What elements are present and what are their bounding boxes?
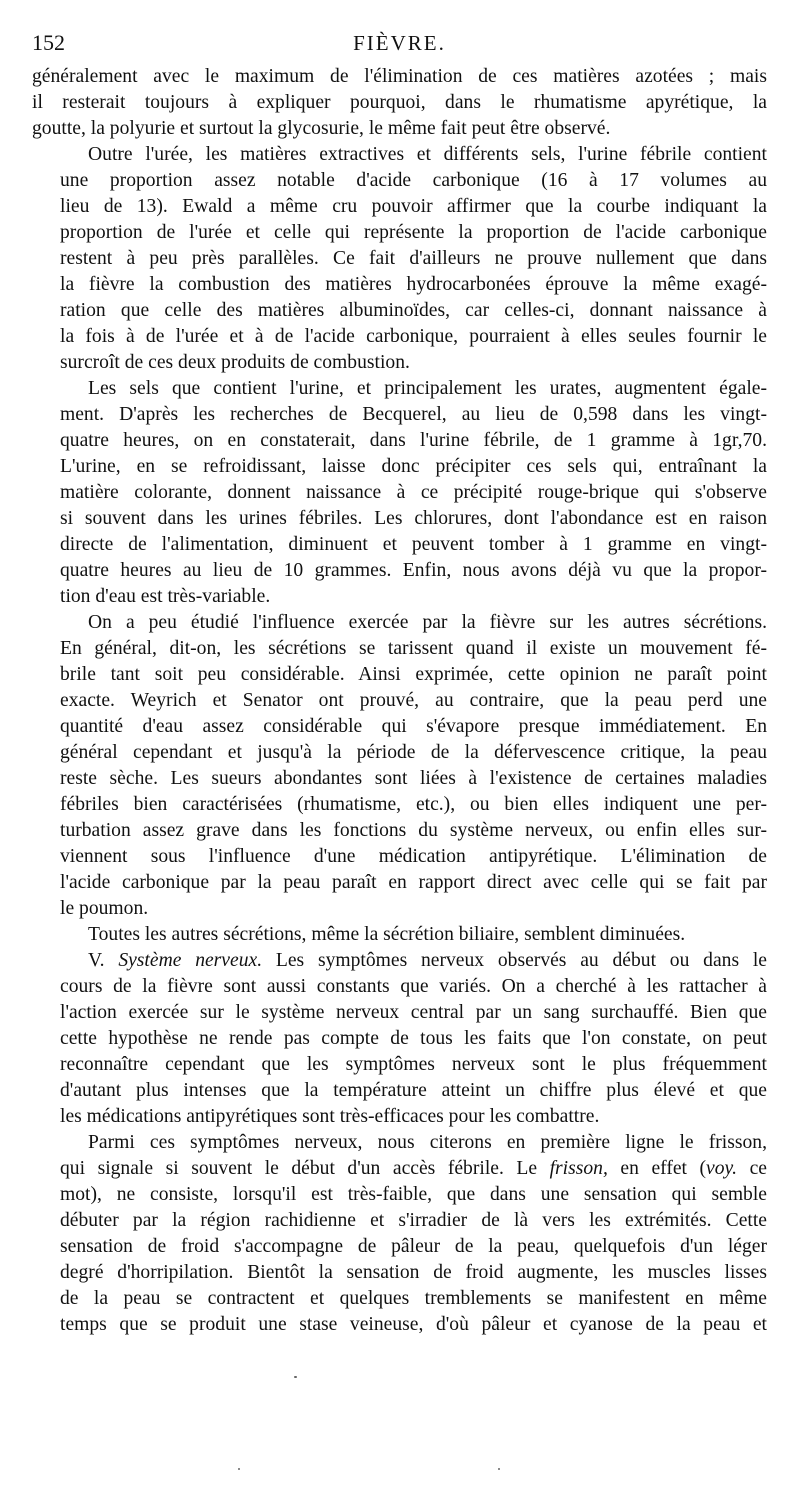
- text-line: cette hypothèse ne rende pas compte de tous les faits que l'on constate, on peut: [60, 1028, 767, 1049]
- text-line: reste sèche. Les sueurs abondantes sont liées à l'existence de certaines maladies: [60, 768, 767, 789]
- text-line: L'urine, en se refroidissant, laisse donc précipiter ces sels qui, entraînant la: [60, 456, 767, 477]
- text-line: débuter par la région rachidienne et s'irradier de là vers les extrémités. Cette: [60, 1210, 767, 1231]
- text-line: généralement avec le maximum de l'élimination de ces matières azotées ; mais: [32, 66, 767, 87]
- text-line: [32, 1156, 767, 1182]
- text-line: Parmi ces symptômes nerveux, nous citerons en première ligne le frisson,: [88, 1132, 767, 1153]
- text-line: degré d'horripilation. Bientôt la sensation de froid augmente, les muscles lisses: [60, 1262, 767, 1283]
- text-line: goutte, la polyurie et surtout la glycosurie, le même fait peut être observé.: [32, 118, 611, 139]
- text-line: si souvent dans les urines fébriles. Les chlorures, dont l'abondance est en raison: [60, 508, 767, 529]
- paragraph-4: [32, 610, 767, 922]
- scan-speck: [294, 1376, 297, 1378]
- text-line: la fièvre la combustion des matières hydrocarbonées éprouve la même exagé-: [60, 274, 767, 295]
- scan-speck: [238, 1468, 240, 1470]
- text-line: quatre heures au lieu de 10 grammes. Enfin, nous avons déjà vu que la propor-: [60, 560, 767, 581]
- scan-speck: [498, 1468, 500, 1470]
- running-head: FIÈVRE.: [353, 31, 446, 55]
- text-line: ment. D'après les recherches de Becquerel, au lieu de 0,598 dans les vingt-: [60, 404, 767, 425]
- italic-term: voy.: [706, 1158, 738, 1179]
- text-line: Toutes les autres sécrétions, même la sécrétion biliaire, semblent diminuées.: [88, 924, 686, 945]
- text-line: le poumon.: [60, 898, 149, 919]
- body-text: [32, 64, 767, 1338]
- text-line: En général, dit-on, les sécrétions se tarissent quand il existe un mouvement fé-: [60, 638, 767, 659]
- text-line: sensation de froid s'accompagne de pâleur de la peau, quelquefois d'un léger: [60, 1236, 767, 1257]
- text-line: [32, 948, 767, 974]
- text-line: lieu de 13). Ewald a même cru pouvoir affirmer que la courbe indiquant la: [60, 196, 767, 217]
- page-number: 152: [32, 30, 65, 55]
- text-line: de la peau se contractent et quelques tremblements se manifestent en même: [60, 1288, 767, 1309]
- text-run: qui signale si souvent le début d'un accès fébrile. Le: [60, 1158, 538, 1179]
- section-title: Système nerveux.: [118, 950, 263, 971]
- text-line: tion d'eau est très-variable.: [60, 586, 271, 607]
- text-line: restent à peu près parallèles. Ce fait d'ailleurs ne prouve nullement que dans: [60, 248, 767, 269]
- text-line: matière colorante, donnent naissance à ce précipité rouge-brique qui s'observe: [60, 482, 767, 503]
- paragraph-5: [32, 922, 767, 948]
- section-number: V.: [88, 950, 105, 971]
- text-line: directe de l'alimentation, diminuent et peuvent tomber à 1 gramme en vingt-: [60, 534, 767, 555]
- text-line: turbation assez grave dans les fonctions du système nerveux, ou enfin elles sur-: [60, 820, 767, 841]
- paragraph-7: [32, 1130, 767, 1338]
- text-line: une proportion assez notable d'acide carbonique (16 à 17 volumes au: [60, 170, 767, 191]
- text-run: en effet (: [620, 1158, 707, 1179]
- text-line: d'autant plus intenses que la température atteint un chiffre plus élevé et que: [60, 1080, 767, 1101]
- text-line: On a peu étudié l'influence exercée par la fièvre sur les autres sécrétions.: [88, 612, 767, 633]
- text-line: les médications antipyrétiques sont très-efficaces pour les combattre.: [60, 1106, 600, 1127]
- paragraph-6-section-v: [32, 948, 767, 1130]
- text-line: il resterait toujours à expliquer pourquoi, dans le rhumatisme apyrétique, la: [32, 92, 767, 113]
- text-line: la fois à de l'urée et à de l'acide carbonique, pourraient à elles seules fournir le: [60, 326, 767, 347]
- text-line: ration que celle des matières albuminoïdes, car celles-ci, donnant naissance à: [60, 300, 767, 321]
- text-run: Les symptômes nerveux observés au début ou dans le: [275, 950, 767, 971]
- text-line: reconnaître cependant que les symptômes nerveux sont le plus fréquemment: [60, 1054, 767, 1075]
- text-line: exacte. Weyrich et Senator ont prouvé, au contraire, que la peau perd une: [60, 690, 767, 711]
- text-run: ce: [749, 1158, 767, 1179]
- text-line: brile tant soit peu considérable. Ainsi exprimée, cette opinion ne paraît point: [60, 664, 767, 685]
- text-line: viennent sous l'influence d'une médication antipyrétique. L'élimination de: [60, 846, 767, 867]
- paragraph-2: [32, 142, 767, 376]
- text-line: temps que se produit une stase veineuse, d'où pâleur et cyanose de la peau et: [60, 1314, 767, 1335]
- text-line: Les sels que contient l'urine, et principalement les urates, augmentent égale-: [88, 378, 767, 399]
- text-line: général cependant et jusqu'à la période de la défervescence critique, la peau: [60, 742, 767, 763]
- text-line: surcroît de ces deux produits de combustion.: [60, 352, 410, 373]
- paragraph-3: [32, 376, 767, 610]
- paragraph-1: [32, 64, 767, 142]
- text-line: l'action exercée sur le système nerveux central par un sang surchauffé. Bien que: [60, 1002, 767, 1023]
- text-line: quatre heures, on en constaterait, dans l'urine fébrile, de 1 gramme à 1gr,70.: [60, 430, 767, 451]
- text-line: l'acide carbonique par la peau paraît en rapport direct avec celle qui se fait par: [60, 872, 767, 893]
- text-line: Outre l'urée, les matières extractives et différents sels, l'urine fébrile contient: [88, 144, 767, 165]
- text-line: mot), ne consiste, lorsqu'il est très-faible, que dans une sensation qui semble: [60, 1184, 767, 1205]
- text-line: cours de la fièvre sont aussi constants que variés. On a cherché à les rattacher à: [60, 976, 767, 997]
- text-line: proportion de l'urée et celle qui représente la proportion de l'acide carbonique: [60, 222, 767, 243]
- italic-term: frisson,: [549, 1158, 608, 1179]
- page-header: [32, 30, 767, 56]
- text-line: quantité d'eau assez considérable qui s'évapore presque immédiatement. En: [60, 716, 767, 737]
- text-line: fébriles bien caractérisées (rhumatisme, etc.), ou bien elles indiquent une per-: [60, 794, 767, 815]
